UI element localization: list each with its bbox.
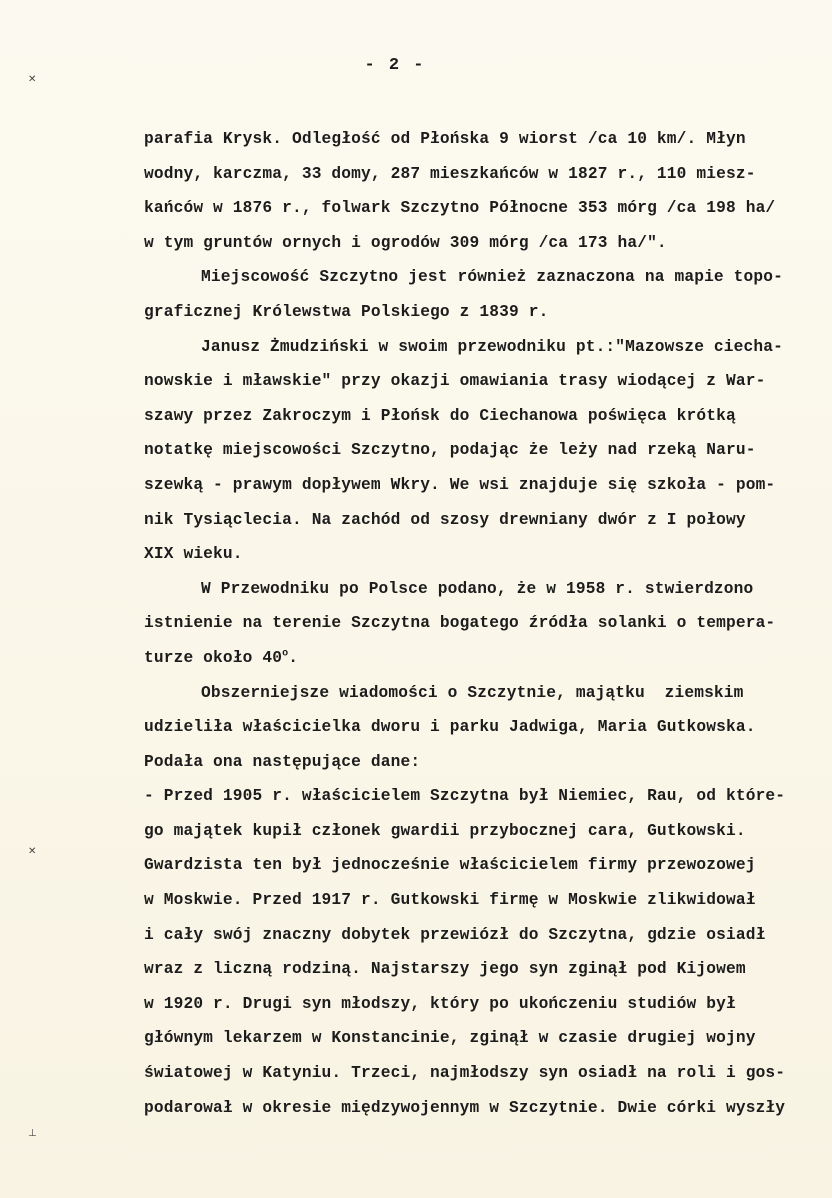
text-line-content: głównym lekarzem w Konstancinie, zginął w czasie drugiej wojny	[144, 1029, 756, 1048]
text-line-suffix: .	[288, 648, 299, 667]
text-line-content: XIX wieku.	[144, 545, 243, 564]
text-line-content: Obszerniejsze wiadomości o Szczytnie, majątku ziemskim	[201, 683, 744, 702]
text-line	[144, 918, 832, 953]
text-line-content: i cały swój znaczny dobytek przewiózł do Szczytna, gdzie osiadł	[144, 925, 766, 944]
text-line	[144, 952, 832, 987]
text-line	[144, 1091, 832, 1126]
text-line-content: Podała ona następujące dane:	[144, 752, 421, 771]
text-line	[144, 503, 832, 538]
text-line-content: parafia Krysk. Odległość od Płońska 9 wiorst /ca 10 km/. Młyn	[144, 130, 746, 148]
text-line-content: notatkę miejscowości Szczytno, podając że leży nad rzeką Naru-	[144, 441, 756, 460]
text-line	[144, 399, 832, 434]
text-line	[144, 987, 832, 1022]
text-line	[144, 191, 832, 226]
text-line-content: Gwardzista ten był jednocześnie właścicielem firmy przewozowej	[144, 856, 756, 875]
text-line-content: szawy przez Zakroczym i Płońsk do Ciechanowa poświęca krótką	[144, 406, 736, 425]
margin-punch-mark: ⊥	[28, 1128, 37, 1139]
text-line	[144, 606, 832, 641]
text-line	[144, 814, 832, 849]
page-number: - 2 -	[364, 56, 426, 75]
text-line	[144, 122, 832, 157]
text-line	[144, 1021, 832, 1056]
text-line-content: wodny, karczma, 33 domy, 287 mieszkańców w 1827 r., 110 miesz-	[144, 164, 756, 183]
text-line	[144, 779, 832, 814]
text-line	[144, 226, 832, 261]
text-line-content: w 1920 r. Drugi syn młodszy, który po ukończeniu studiów był	[144, 994, 736, 1013]
text-line-content: kańców w 1876 r., folwark Szczytno Północne 353 mórg /ca 198 ha/	[144, 199, 776, 218]
degree-superscript: o	[282, 648, 289, 660]
text-line	[144, 468, 832, 503]
text-line-content: wraz z liczną rodziną. Najstarszy jego syn zginął pod Kijowem	[144, 960, 746, 979]
text-line-content: światowej w Katyniu. Trzeci, najmłodszy syn osiadł na roli i gos-	[144, 1064, 786, 1083]
text-line-content: nowskie i mławskie" przy okazji omawiania trasy wiodącej z War-	[144, 372, 766, 391]
text-line-content: szewką - prawym dopływem Wkry. We wsi znajduje się szkoła - pom-	[144, 475, 776, 494]
text-line	[144, 710, 832, 745]
text-line	[144, 260, 832, 295]
text-line	[144, 330, 832, 365]
text-line-content: Miejscowość Szczytno jest również zaznaczona na mapie topo-	[201, 268, 783, 287]
text-line-content: W Przewodniku po Polsce podano, że w 1958 r. stwierdzono	[201, 579, 754, 598]
text-line	[144, 364, 832, 399]
body-text	[144, 122, 832, 1125]
text-line	[144, 641, 832, 676]
text-line	[144, 883, 832, 918]
margin-punch-mark: ✕	[28, 74, 37, 85]
text-line-content: graficznej Królewstwa Polskiego z 1839 r.	[144, 302, 549, 321]
text-line-content: - Przed 1905 r. właścicielem Szczytna był Niemiec, Rau, od które-	[144, 787, 786, 806]
text-line-content: nik Tysiąclecia. Na zachód od szosy drewniany dwór z I połowy	[144, 510, 746, 529]
text-line	[144, 295, 832, 330]
text-line-content: udzieliła właścicielka dworu i parku Jadwiga, Maria Gutkowska.	[144, 718, 756, 737]
margin-punch-mark: ✕	[28, 846, 37, 857]
text-line	[144, 157, 832, 192]
text-line-content: go majątek kupił członek gwardii przybocznej cara, Gutkowski.	[144, 821, 746, 840]
text-line	[144, 1056, 832, 1091]
text-line	[144, 537, 832, 572]
text-line	[144, 676, 832, 711]
text-line	[144, 848, 832, 883]
text-line-content: podarował w okresie międzywojennym w Szczytnie. Dwie córki wyszły	[144, 1098, 786, 1117]
text-line-content: w tym gruntów ornych i ogrodów 309 mórg /ca 173 ha/".	[144, 233, 667, 252]
text-line-content: turze około 40	[144, 648, 283, 667]
text-line-content: w Moskwie. Przed 1917 r. Gutkowski firmę w Moskwie zlikwidował	[144, 891, 756, 910]
text-line-content: Janusz Żmudziński w swoim przewodniku pt.:"Mazowsze ciecha-	[201, 337, 783, 356]
text-line	[144, 433, 832, 468]
text-line	[144, 745, 832, 780]
text-line-content: istnienie na terenie Szczytna bogatego źródła solanki o tempera-	[144, 614, 776, 633]
text-line	[144, 572, 832, 607]
